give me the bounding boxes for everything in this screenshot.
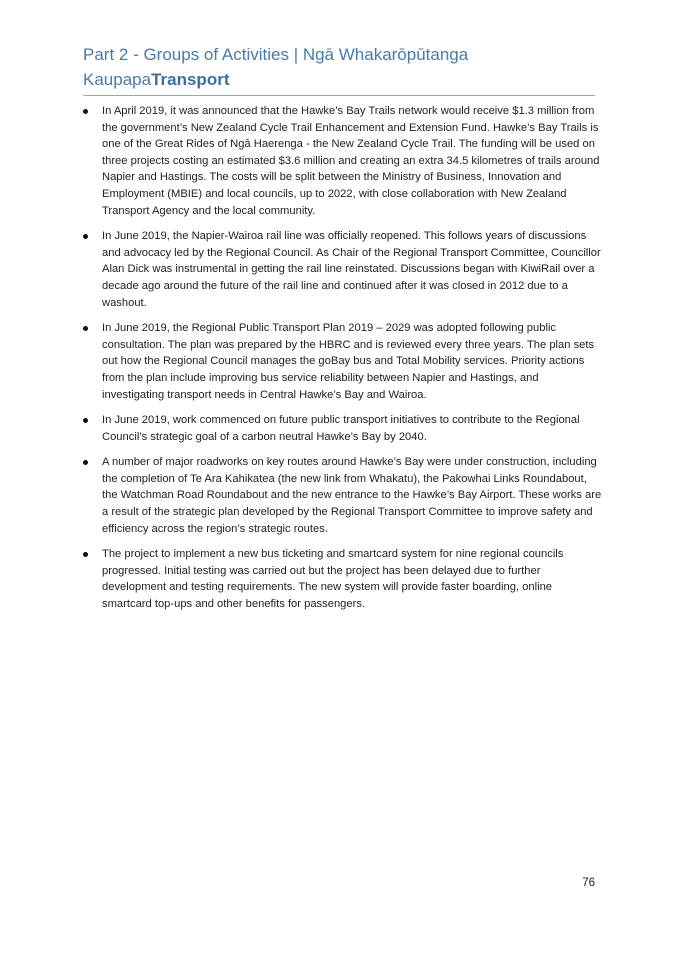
page-number: 76 [582,877,595,889]
header-divider [83,95,595,96]
list-item [83,228,603,311]
list-item-text: In June 2019, the Napier-Wairoa rail line was officially reopened. This follows years of discussions and advocacy led by the Regional Council. As Chair of the Regional Transport Committee, Councillor Alan Dick was instrumental in getting the rail line reinstated. Discussions began with KiwiRail over a decade ago around the future of the rail line and continued after it was closed in 2012 due to a washout. [102,230,601,309]
section-title: Part 2 - Groups of Activities | Ngā Whakarōpūtanga [83,45,469,64]
list-item [83,454,603,537]
list-item [83,320,603,403]
bullet-list [83,103,603,622]
list-item [83,546,603,612]
section-header [83,42,595,92]
subtitle-prefix: Kaupapa [83,70,152,89]
list-item-text: In June 2019, work commenced on future public transport initiatives to contribute to the Regional Council’s strategic goal of a carbon neutral Hawke’s Bay by 2040. [102,414,580,443]
bullet-icon [83,326,88,331]
bullet-icon [83,460,88,465]
list-item-text: In April 2019, it was announced that the Hawke’s Bay Trails network would receive $1.3 million from the government’s New Zealand Cycle Trail Enhancement and Extension Fund. Hawke’s Bay Trails is one of the Great Rides of Ngā Haerenga - the New Zealand Cycle Trail. The funding will be used on three projects costing an estimated $3.6 million and creating an extra 34.5 kilometres of trails around Napier and Hastings. The costs will be split between the Ministry of Business, Innovation and Employment (MBIE) and local councils, up to 2022, with close collaboration with New Zealand Transport Agency and the local community. [102,105,600,217]
bullet-icon [83,418,88,423]
list-item-text: In June 2019, the Regional Public Transport Plan 2019 – 2029 was adopted following public consultation. The plan was prepared by the HBRC and is reviewed every three years. The plan sets out how the Regional Council manages the goBay bus and Total Mobility services. Priority actions from the plan include improving bus service reliability between Napier and Hastings, and investigating transport needs in Central Hawke’s Bay and Wairoa. [102,322,595,401]
bullet-icon [83,109,88,114]
list-item-text: A number of major roadworks on key routes around Hawke’s Bay were under construction, including the completion of Te Ara Kahikatea (the new link from Whakatu), the Pakowhai Links Roundabout, the Watchman Road Roundabout and the new entrance to the Hawke’s Bay Airport. These works are a result of the strategic plan developed by the Regional Transport Committee to improve safety and efficiency across the region’s strategic routes. [102,456,602,535]
list-item [83,103,603,219]
section-subtitle [83,67,595,92]
bullet-icon [83,234,88,239]
list-item-text: The project to implement a new bus ticketing and smartcard system for nine regional councils progressed. Initial testing was carried out but the project has been delayed due to further development and testing requirements. The new system will provide faster boarding, online smartcard top-ups and other benefits for passengers. [102,548,564,611]
list-item [83,412,603,445]
bullet-icon [83,552,88,557]
subtitle-bold: Transport [151,70,230,89]
